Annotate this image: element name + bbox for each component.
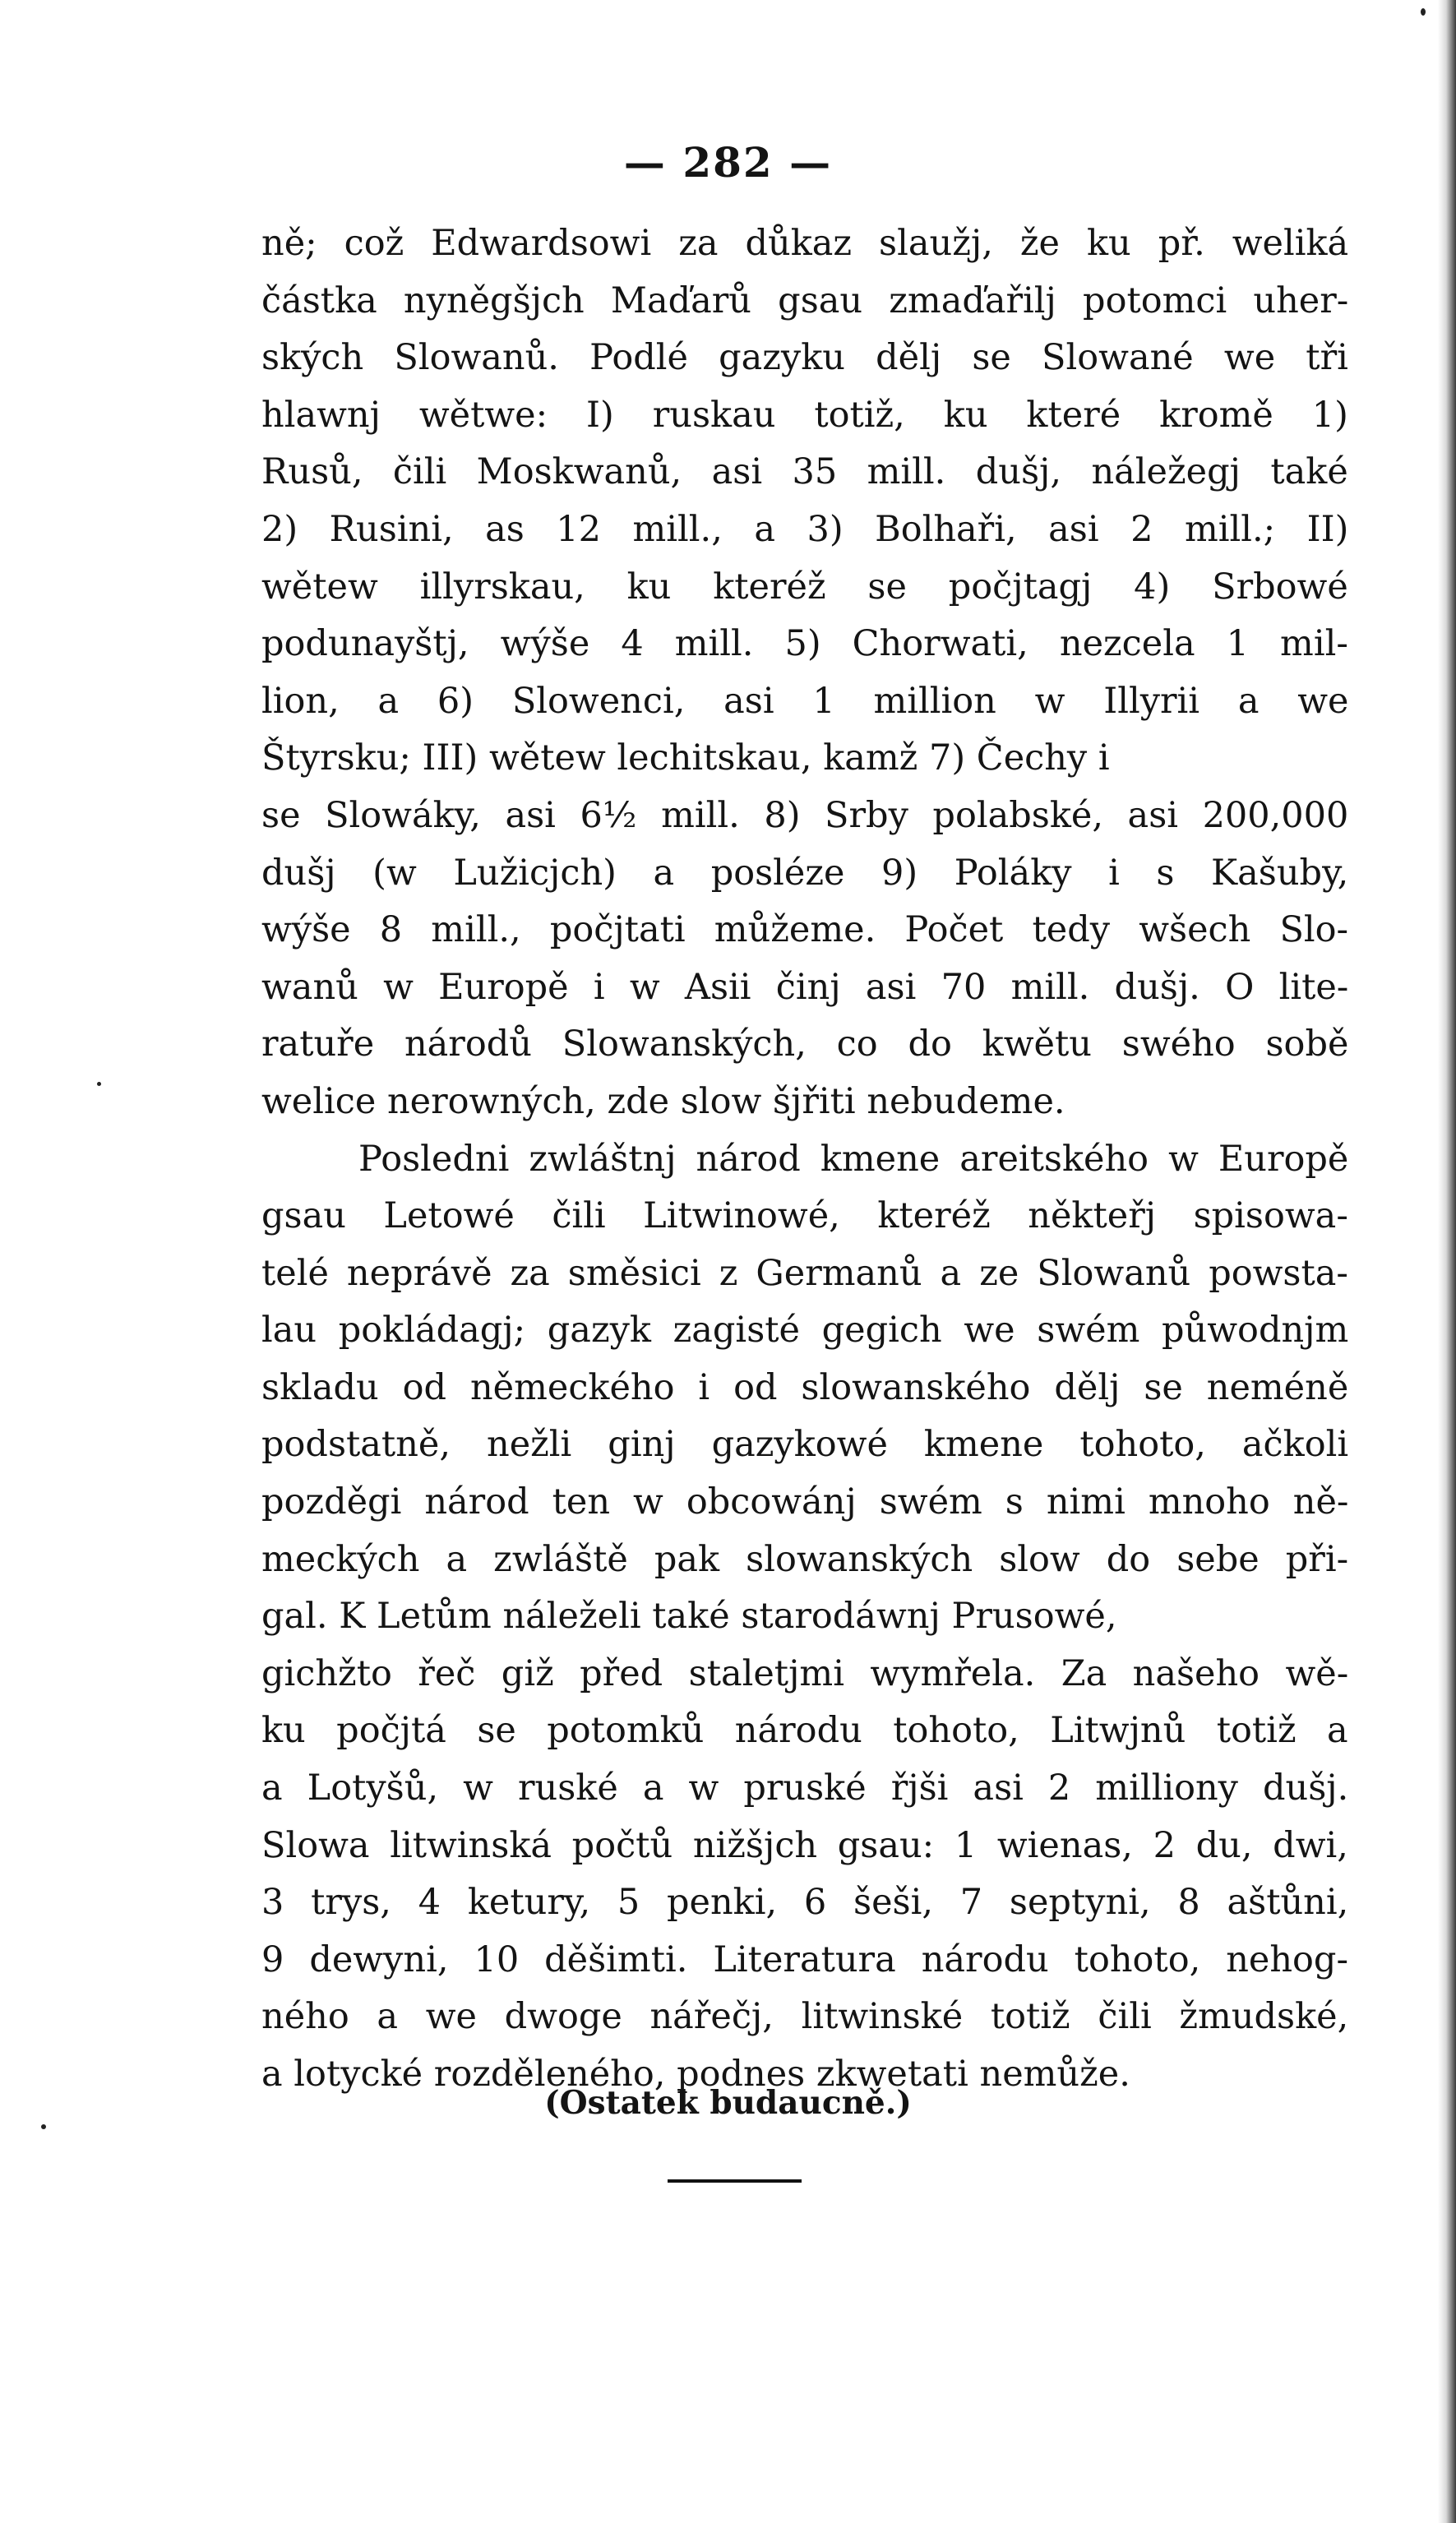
text-line: skladu od německého i od slowanského dělj se neméně (261, 1366, 1349, 1408)
ink-speck (1421, 8, 1426, 16)
text-line: meckých a zwláště pak slowanských slow do sebe při- (261, 1538, 1349, 1580)
text-line: dušj (w Lužicjch) a posléze 9) Poláky i s Kašuby, (261, 852, 1349, 894)
text-line: telé neprávě za směsici z Germanů a ze Slowanů powsta- (261, 1252, 1348, 1294)
text-line: welice nerowných, zde slow šjřiti nebudeme. (261, 1080, 1065, 1122)
text-line: 9 dewyni, 10 děšimti. Literatura národu tohoto, nehog- (261, 1938, 1348, 1980)
text-line: Slowa litwinská počtů nižšjch gsau: 1 wienas, 2 du, dwi, (261, 1824, 1348, 1866)
text-line: lion, a 6) Slowenci, asi 1 million w Illyrii a we (261, 680, 1349, 722)
page-number: — 282 — (623, 138, 833, 187)
text-line: lau pokládagj; gazyk zagisté gegich we swém půwodnjm (261, 1310, 1349, 1352)
text-line: hlawnj wětwe: I) ruskau totiž, ku které kromě 1) (261, 394, 1348, 436)
paragraph-first-line: Posledni zwláštnj národ kmene areitského w Europě (358, 1138, 1349, 1180)
text-line: Rusů, čili Moskwanů, asi 35 mill. dušj, náležegj také (261, 451, 1348, 493)
text-line: wětew illyrskau, ku kteréž se počjtagj 4) Srbowé (261, 566, 1348, 608)
page-edge (1438, 0, 1456, 2523)
text-line: ských Slowanů. Podlé gazyku dělj se Slowané we tři (261, 337, 1348, 379)
text-line: podunayštj, wýše 4 mill. 5) Chorwati, nezcela 1 mil- (261, 623, 1348, 665)
text-line: gsau Letowé čili Litwinowé, kteréž někteřj spisowa- (261, 1195, 1348, 1237)
text-line: wanů w Europě i w Asii činj asi 70 mill. dušj. O lite- (261, 966, 1349, 1008)
text-line: ku počjtá se potomků národu tohoto, Litwjnů totiž a (261, 1710, 1348, 1752)
text-line: Štyrsku; III) wětew lechitskau, kamž 7) Čechy i (261, 737, 1110, 779)
text-line: gal. K Letům náleželi také starodáwnj Prusowé, (261, 1596, 1117, 1638)
text-line: podstatně, nežli ginj gazykowé kmene tohoto, ačkoli (261, 1424, 1349, 1466)
text-line: ného a we dwoge nářečj, litwinské totiž čili žmudské, (261, 1996, 1349, 2038)
article-body (261, 215, 1348, 2104)
text-line: gichžto řeč giž před staletjmi wymřela. Za našeho wě- (261, 1652, 1349, 1694)
text-line: a Lotyšů, w ruské a w pruské řjši asi 2 milliony dušj. (261, 1767, 1349, 1809)
text-line: ně; což Edwardsowi za důkaz slaužj, že ku př. weliká (261, 223, 1349, 264)
text-line: ratuře národů Slowanských, co do kwětu swého sobě (261, 1024, 1349, 1065)
text-line: se Slowáky, asi 6½ mill. 8) Srby polabské, asi 200,000 (261, 794, 1349, 836)
end-rule (668, 2179, 802, 2183)
text-line: částka nyněgšjch Maďarů gsau zmaďařilj potomci uher- (261, 280, 1349, 321)
text-line: 2) Rusini, as 12 mill., a 3) Bolhaři, asi 2 mill.; II) (261, 508, 1349, 550)
text-line: pozděgi národ ten w obcowánj swém s nimi mnoho ně- (261, 1481, 1349, 1523)
text-line: 3 trys, 4 ketury, 5 penki, 6 šeši, 7 septyni, 8 aštůni, (261, 1882, 1349, 1924)
ink-speck (41, 2124, 46, 2129)
ink-speck (97, 1082, 101, 1086)
text-line: wýše 8 mill., počjtati můžeme. Počet tedy wšech Slo- (261, 909, 1349, 951)
text-line: a lotycké rozděleného, podnes zkwetati nemůže. (261, 2054, 1130, 2095)
continuation-note: (Ostatek budaucně.) (544, 2084, 912, 2122)
